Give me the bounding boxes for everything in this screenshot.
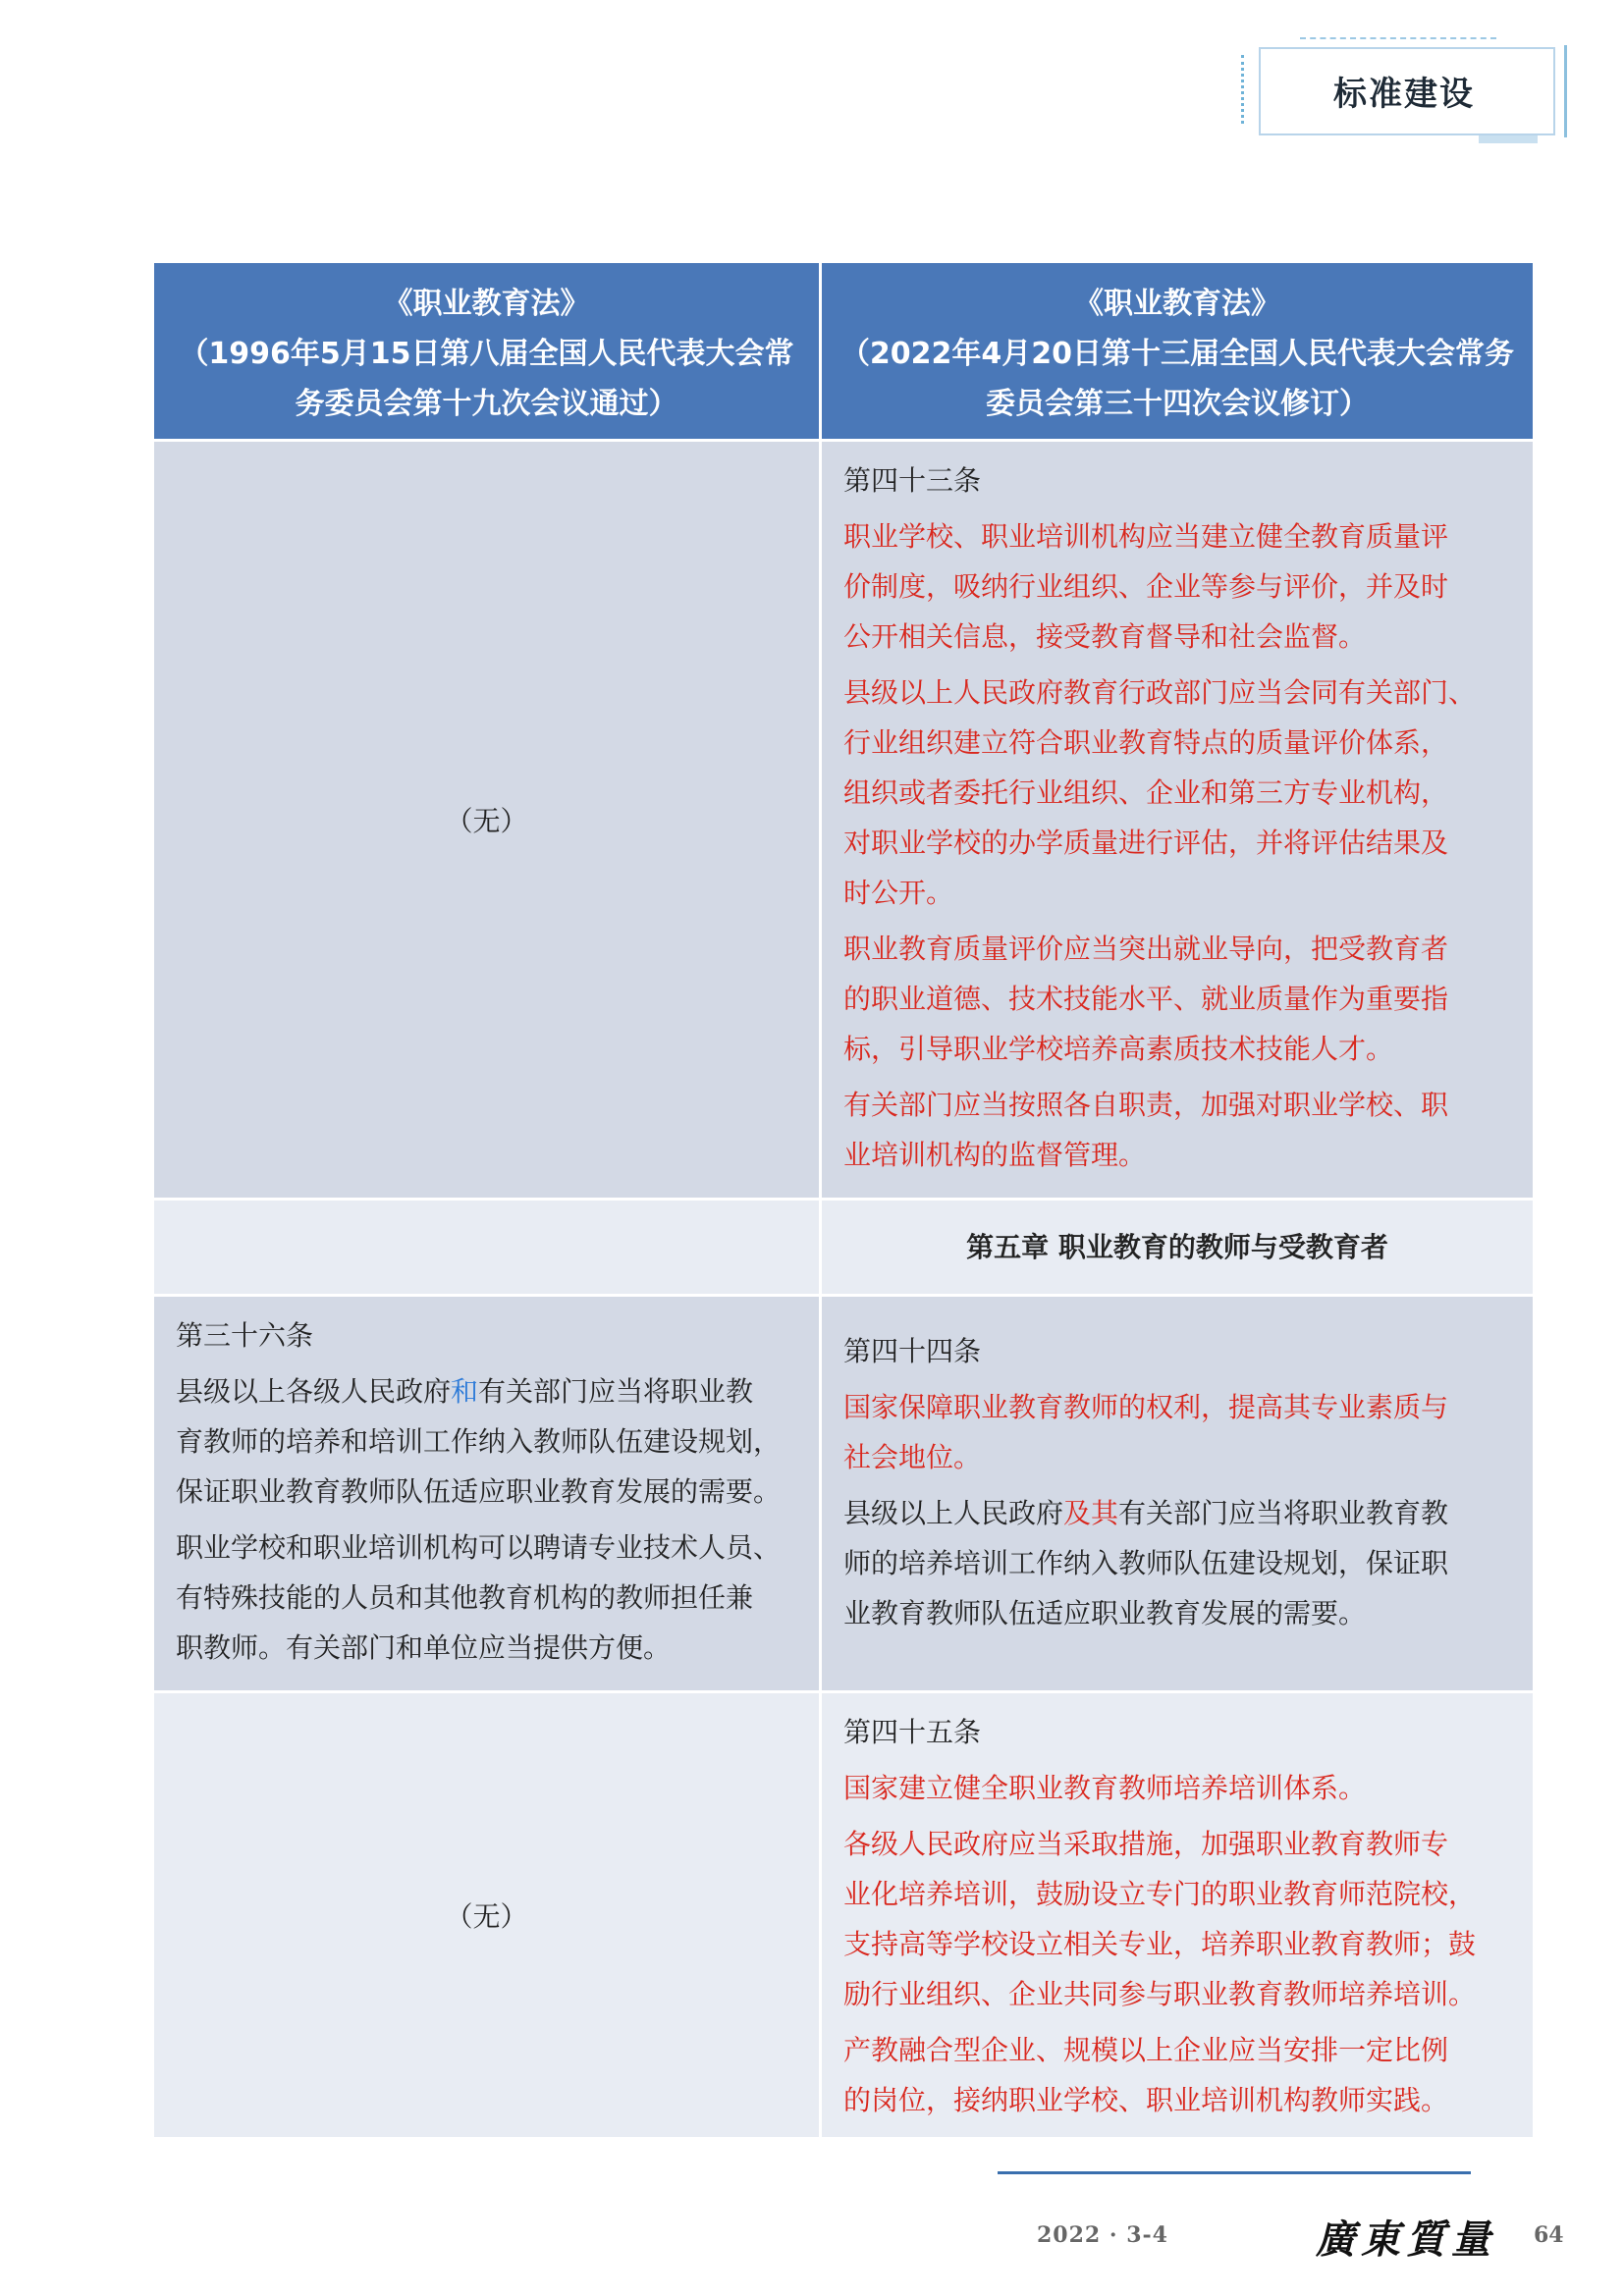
text-line: 国家建立健全职业教育教师培养培训体系。 [843,1772,1367,1804]
text-run: 有关部门应当将职业教 [478,1375,754,1408]
text-line: 价制度，吸纳行业组织、企业等参与评价，并及时 [843,570,1449,603]
article-paragraph [843,1382,1511,1482]
header-line: 《职业教育法》 [383,287,590,321]
right-cell-article-43 [822,442,1533,1198]
text-line [176,1366,797,1416]
issue-date: 2022 · 3-4 [1037,2222,1168,2248]
text-line [843,1488,1511,1538]
text-line: 有关部门应当按照各自职责，加强对职业学校、职 [843,1089,1449,1121]
text-line: 职业学校和职业培训机构可以聘请专业技术人员、 [176,1531,782,1564]
text-run: 县级以上人民政府 [843,1497,1064,1529]
article-title: 第四十五条 [843,1716,982,1748]
right-cell-article-44 [822,1297,1533,1690]
text-line: 对职业学校的办学质量进行评估，并将评估结果及 [843,827,1449,859]
comparison-table [154,263,1533,2137]
text-line: 公开相关信息，接受教育督导和社会监督。 [843,620,1367,653]
text-line: 各级人民政府应当采取措施，加强职业教育教师专 [843,1828,1449,1860]
text-line: 的岗位，接纳职业学校、职业培训机构教师实践。 [843,2084,1449,2116]
text-line: 业培训机构的监督管理。 [843,1139,1147,1171]
text-line: 行业组织建立符合职业教育特点的质量评价体系， [843,726,1449,759]
article-title: 第四十四条 [843,1335,982,1367]
footer-divider [998,2171,1471,2174]
article-title: 第三十六条 [176,1319,314,1352]
text-run: 有关部门应当将职业教育教 [1118,1497,1449,1529]
header-cell-old-law [154,263,822,439]
text-line: 支持高等学校设立相关专业，培养职业教育教师；鼓 [843,1928,1477,1960]
text-line: 社会地位。 [843,1441,982,1473]
article-paragraph [176,1522,797,1673]
header-cell-new-law [822,263,1533,439]
text-line: 组织或者委托行业组织、企业和第三方专业机构， [843,776,1449,809]
article-title: 第四十三条 [843,464,982,497]
text-line: 职教师。有关部门和单位应当提供方便。 [176,1631,672,1664]
text-line: 产教融合型企业、规模以上企业应当安排一定比例 [843,2034,1449,2066]
page-number: 64 [1534,2222,1564,2248]
header-line: （1996年5月15日第八届全国人民代表大会常 [179,337,794,371]
text-run: 县级以上各级人民政府 [176,1375,452,1408]
text-line: 保证职业教育教师队伍适应职业教育发展的需要。 [176,1475,782,1508]
article-paragraph [843,1488,1511,1638]
text-line: 业化培养培训，鼓励设立专门的职业教育师范院校， [843,1878,1477,1910]
article-paragraph [843,511,1511,662]
article-paragraph [843,1763,1511,1813]
article-paragraph [843,1819,1511,2019]
header-line: 务委员会第十九次会议通过） [295,387,678,421]
text-line: 县级以上人民政府教育行政部门应当会同有关部门、 [843,676,1477,709]
none-text: （无） [445,1900,528,1933]
left-cell-none [154,1693,822,2137]
header-line: （2022年4月20日第十三届全国人民代表大会常务 [839,337,1515,371]
text-line: 师的培养培训工作纳入教师队伍建设规划，保证职 [843,1547,1449,1579]
none-text: （无） [445,805,528,837]
chapter-left-empty [154,1201,822,1294]
article-paragraph [843,1080,1511,1180]
table-row [154,442,1533,1201]
table-row [154,1693,1533,2137]
header-line: 《职业教育法》 [1074,287,1280,321]
section-tag-label: 标准建设 [1333,74,1475,114]
text-line: 有特殊技能的人员和其他教育机构的教师担任兼 [176,1581,754,1614]
article-paragraph [843,667,1511,918]
text-line: 育教师的培养和培训工作纳入教师队伍建设规划， [176,1425,782,1458]
table-header-row [154,263,1533,442]
highlight-text: 及其 [1063,1497,1119,1529]
table-row-chapter [154,1201,1533,1297]
text-line: 标，引导职业学校培养高素质技术技能人才。 [843,1033,1394,1065]
chapter-heading: 第五章 职业教育的教师与受教育者 [822,1201,1533,1294]
text-line: 业教育教师队伍适应职业教育发展的需要。 [843,1597,1367,1629]
article-paragraph [843,924,1511,1074]
text-line: 国家保障职业教育教师的权利，提高其专业素质与 [843,1391,1449,1423]
header-line: 委员会第三十四次会议修订） [986,387,1369,421]
magazine-logo: 廣東質量 [1316,2216,1496,2263]
text-line: 时公开。 [843,877,954,909]
right-cell-article-45 [822,1693,1533,2137]
highlight-text: 和 [451,1375,479,1408]
left-cell-article-36 [154,1297,822,1690]
table-row [154,1297,1533,1693]
left-cell-none [154,442,822,1198]
article-paragraph [843,2025,1511,2125]
text-line: 职业教育质量评价应当突出就业导向，把受教育者 [843,933,1449,965]
section-tag [1241,37,1567,143]
text-line: 励行业组织、企业共同参与职业教育教师培养培训。 [843,1978,1477,2010]
text-line: 职业学校、职业培训机构应当建立健全教育质量评 [843,520,1449,553]
text-line: 的职业道德、技术技能水平、就业质量作为重要指 [843,983,1449,1015]
article-paragraph [176,1366,797,1517]
